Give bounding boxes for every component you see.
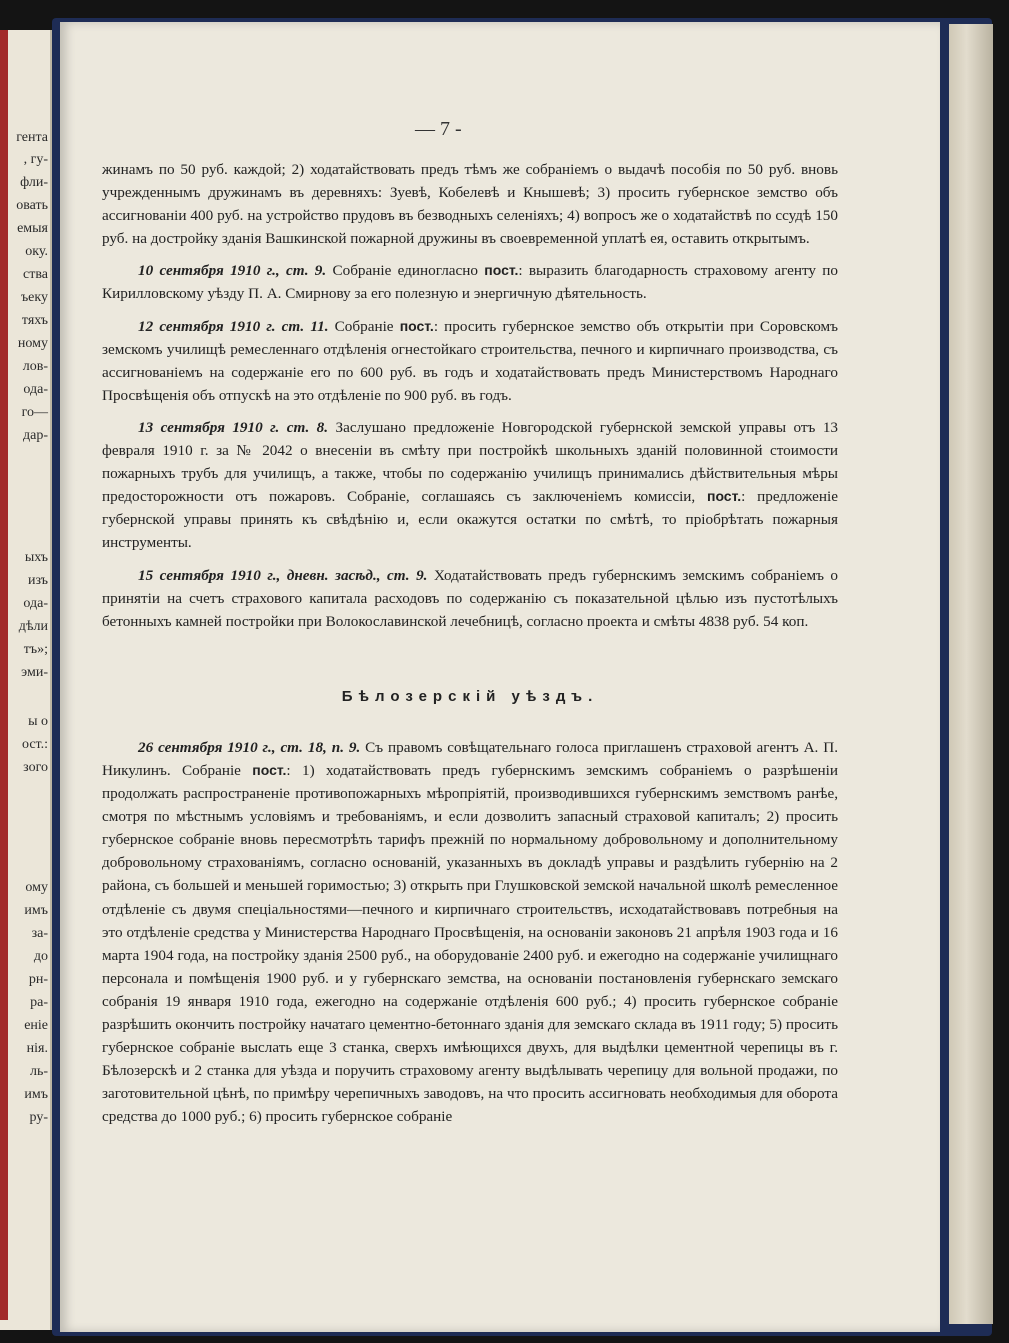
left-page-fragment: овать — [16, 198, 48, 213]
left-page-fragment: гента — [16, 130, 48, 145]
left-page-fragment: ъеку — [20, 290, 48, 305]
page-number: — 7 - — [415, 118, 462, 140]
left-page-fragment: лов- — [22, 359, 48, 374]
post-label: пост. — [399, 317, 434, 334]
date: 15 сентября 1910 г., дневн. засѣд., ст. 9. — [138, 566, 428, 584]
left-page-fragment: дѣли — [18, 619, 48, 634]
left-page-fragment: ы о — [28, 714, 48, 729]
paragraph-4 — [102, 416, 838, 555]
paragraph-3 — [102, 315, 838, 407]
left-page-fragment: рн- — [28, 972, 48, 987]
left-page-fragment: тяхъ — [21, 313, 48, 328]
text: Ходатайствовать предъ губернскимъ земскимъ собраніемъ о принятіи на счетъ страхового капитала расходовъ по содержанію съ показательной цѣлью изъ пустотѣлыхъ бетонныхъ камней постройки при Волокославинской лечебницѣ, согласно проекта и смѣты 4838 руб. 54 коп. — [102, 566, 839, 630]
left-page-fragment: тъ»; — [23, 642, 48, 657]
text: Собраніе единогласно — [326, 262, 485, 280]
document-page — [60, 22, 940, 1332]
text: : 1) ходатайствовать предъ губернскимъ земскимъ собраніемъ о разрѣшеніи продолжать распространеніе противопожарныхъ мѣропріятій, производившихся губернскимъ земствомъ ранѣе, смотря по мѣстнымъ условіямъ и требованіямъ, и если дозволитъ запасный страховой капиталъ; 2) просить губернское собраніе вновь пересмотрѣть тарифъ прежній по нормальному добровольному и дополнительному добровольному страхованіямъ, согласно основаній, указанныхъ въ докладѣ управы и раздѣлить губернію на 2 района, съ большей и меньшей горимостью; 3) открыть при Глушковской земской начальной школѣ ремесленное отдѣленіе съ двумя спеціальностями—печного и кирпичнаго строительствъ, исходатайствовавъ потребныя на это отдѣленіе средства у Министерства Народнаго Просвѣщенія, на основаніи законовъ 21 апрѣля 1903 года и 16 марта 1904 года, на постройку зданія 2500 руб., на оборудованіе 2400 руб. и ежегодно на содержаніе училищнаго персонала и помѣщенія 1900 руб. и у губернскаго земства, на основаніи постановленія губернскаго земскаго собранія 19 января 1910 года, ежегодно на содержаніе отдѣленія 600 руб.; 4) просить губернское собраніе разрѣшить окончить постройку начатаго цементно-бетоннаго зданія для земскаго склада въ 1911 году; 5) просить губернское собраніе выслать еще 3 станка, сверхъ имѣющихся двухъ, для выдѣлки цементной черепицы въ г. Бѣлозерскѣ и 2 станка для уѣзда и поручить страховому агенту выдѣлывать черепицу для вольной продажи, по заготовительной цѣнѣ, по примѣру черепичныхъ заводовъ, на что просить ассигновать необходимыя для оборота средства до 1000 руб.; 6) просить губернское собраніе — [102, 761, 838, 1126]
left-page-fragment: за- — [31, 926, 48, 941]
left-binding-edge — [0, 30, 8, 1320]
left-page-fragment: ода- — [23, 596, 48, 611]
text: : предложеніе губернской управы принять къ свѣдѣнію и, если окажутся остатки по смѣтѣ, то пріобрѣтать пожарныя инструменты. — [102, 488, 838, 552]
left-page-fragment: ному — [17, 336, 48, 351]
left-page-fragment: ра- — [30, 995, 48, 1010]
left-page-fragment: нія. — [26, 1041, 48, 1056]
left-page-fragment: го— — [21, 405, 48, 420]
text: : просить губернское земство объ открытіи при Соровскомъ земскомъ училищѣ ремесленнаго отдѣленія огнестойкаго строительства, печного и кирпичнаго производства, съ ассигнованіемъ на содержаніе его по 600 руб. въ годъ и ходатайствовать предъ Министерствомъ Народнаго Просвѣщенія объ отпускѣ на это отдѣленіе по 900 руб. въ годъ. — [102, 317, 838, 404]
left-page-fragment: зого — [23, 760, 48, 775]
left-page-fragment: дар- — [23, 428, 48, 443]
left-page-fragment: ода- — [23, 382, 48, 397]
left-page-fragment: фли- — [20, 175, 48, 190]
left-page-fragment: эми- — [21, 665, 48, 680]
left-page-fragment: ост.: — [21, 737, 48, 752]
page-text — [102, 158, 838, 1137]
left-page-fragment: имъ — [24, 1087, 48, 1102]
left-page-fragment: до — [33, 949, 48, 964]
left-page-fragment: еніе — [24, 1018, 48, 1033]
left-page-fragment: ль- — [29, 1064, 48, 1079]
left-page-fragment: имъ — [24, 903, 48, 918]
page-edges — [949, 24, 993, 1324]
date: 10 сентября 1910 г., ст. 9. — [138, 262, 327, 280]
paragraph-1: жинамъ по 50 руб. каждой; 2) ходатайствовать предъ тѣмъ же собраніемъ о выдачѣ пособія по 50 руб. вновь учрежденнымъ дружинамъ въ деревняхъ: Зуевѣ, Кобелевѣ и Кнышевѣ; 3) просить губернское земство объ ассигнованіи 400 руб. на устройство прудовъ въ безводныхъ селеніяхъ; 4) вопросъ же о ходатайствѣ по ссудѣ 150 руб. на достройку зданія Вашкинской пожарной дружины въ своевременной уплатѣ ея, оставить открытымъ. — [102, 161, 838, 248]
section-heading: Бѣлозерскій уѣздъ. — [341, 687, 599, 705]
paragraph-2 — [102, 259, 838, 305]
text: : выразить благодарность страховому агенту по Кирилловскому уѣзду П. А. Смирнову за его полезную и энергичную дѣятельность. — [102, 262, 838, 303]
text: Собраніе — [328, 317, 400, 335]
date: 26 сентября 1910 г., ст. 18, п. 9. — [138, 738, 361, 756]
post-label: пост. — [484, 262, 519, 279]
left-page-fragment: ыхъ — [24, 550, 48, 565]
post-label: пост. — [252, 761, 287, 778]
left-page-fragment: ства — [23, 267, 48, 282]
paragraph-5 — [102, 564, 838, 633]
left-page-fragment: изъ — [27, 573, 48, 588]
left-page-fragment: , гу- — [23, 152, 48, 167]
text: Съ правомъ совѣщательнаго голоса приглашенъ страховой агентъ А. П. Никулинъ. Собраніе — [102, 738, 838, 779]
paragraph-6 — [102, 736, 838, 1129]
date: 13 сентября 1910 г. ст. 8. — [138, 418, 329, 436]
left-page-fragment: емыя — [17, 221, 48, 236]
post-label: пост. — [706, 488, 742, 505]
date: 12 сентября 1910 г. ст. 11. — [138, 317, 329, 335]
left-page-fragment: ру- — [29, 1110, 48, 1125]
left-page-fragment: оку. — [25, 244, 48, 259]
left-page-fragment: ому — [25, 880, 48, 895]
text: Заслушано предложеніе Новгородской губернской земской управы отъ 13 февраля 1910 г. за № 2042 о внесеніи въ смѣту при постройкѣ школьныхъ зданій половинной стоимости пожарныхъ трубъ для училищъ, а также, чтобы по содержанію училищъ принимались дѣйствительныя мѣры предосторожности отъ пожаровъ. Собраніе, соглашаясь съ заключеніемъ комиссіи, — [102, 418, 839, 506]
